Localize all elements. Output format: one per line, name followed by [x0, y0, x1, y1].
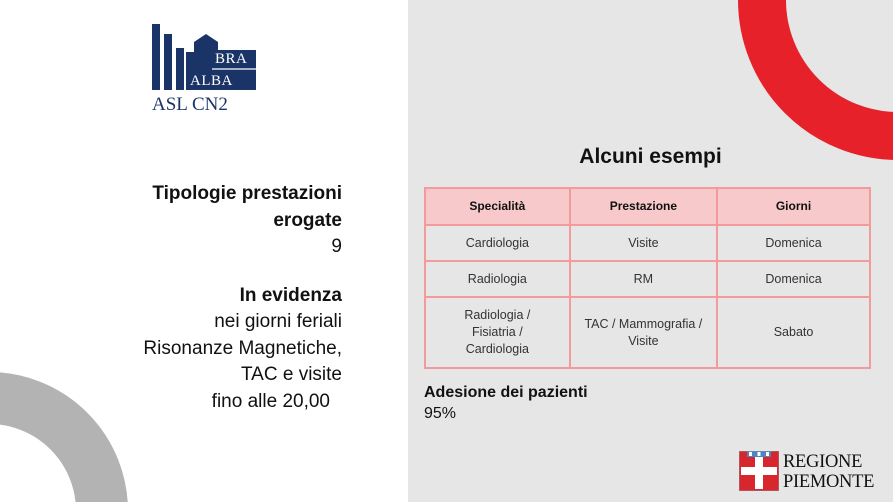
logo-text-alba: ALBA — [190, 73, 233, 89]
table-cell: Radiologia / Fisiatria / Cardiologia — [425, 297, 570, 368]
examples-table — [424, 187, 871, 369]
piemonte-text: PIEMONTE — [783, 472, 875, 492]
table-cell: Domenica — [717, 261, 870, 297]
red-arc-decoration — [738, 0, 893, 160]
table-header: Prestazione — [570, 188, 717, 225]
right-panel — [408, 0, 893, 502]
table-cell: RM — [570, 261, 717, 297]
table-header: Giorni — [717, 188, 870, 225]
table-row — [425, 261, 870, 297]
table-cell: TAC / Mammografia / Visite — [570, 297, 717, 368]
evidenza-line: fino alle 20,00 — [211, 390, 330, 412]
regione-piemonte-logo — [739, 451, 879, 493]
heading-erogate: erogate — [273, 209, 342, 231]
table-cell: Radiologia — [425, 261, 570, 297]
services-summary — [22, 181, 342, 415]
heading-tipologie: Tipologie prestazioni — [152, 183, 342, 204]
evidenza-line: TAC e visite — [240, 364, 342, 385]
heading-in-evidenza: In evidenza — [239, 284, 342, 306]
table-cell: Cardiologia — [425, 225, 570, 261]
examples-title: Alcuni esempi — [579, 145, 722, 168]
services-count: 9 — [331, 236, 342, 257]
evidenza-line: nei giorni feriali — [214, 311, 342, 332]
logo-text-asl-cn2: ASL CN2 — [152, 94, 228, 115]
table-header: Specialità — [425, 188, 570, 225]
table-cell: Domenica — [717, 225, 870, 261]
adesione-value: 95% — [424, 405, 457, 422]
table-cell: Sabato — [717, 297, 870, 368]
table-header-row — [425, 188, 870, 225]
left-panel — [0, 0, 408, 502]
adesione-label: Adesione dei pazienti — [424, 384, 588, 401]
table-row — [425, 297, 870, 368]
table-row — [425, 225, 870, 261]
asl-cn2-logo — [150, 22, 260, 117]
regione-text: REGIONE — [783, 452, 863, 472]
regione-crest-icon — [739, 451, 779, 491]
evidenza-line: Risonanze Magnetiche, — [143, 337, 342, 359]
table-cell: Visite — [570, 225, 717, 261]
logo-text-bra: BRA — [215, 51, 248, 67]
